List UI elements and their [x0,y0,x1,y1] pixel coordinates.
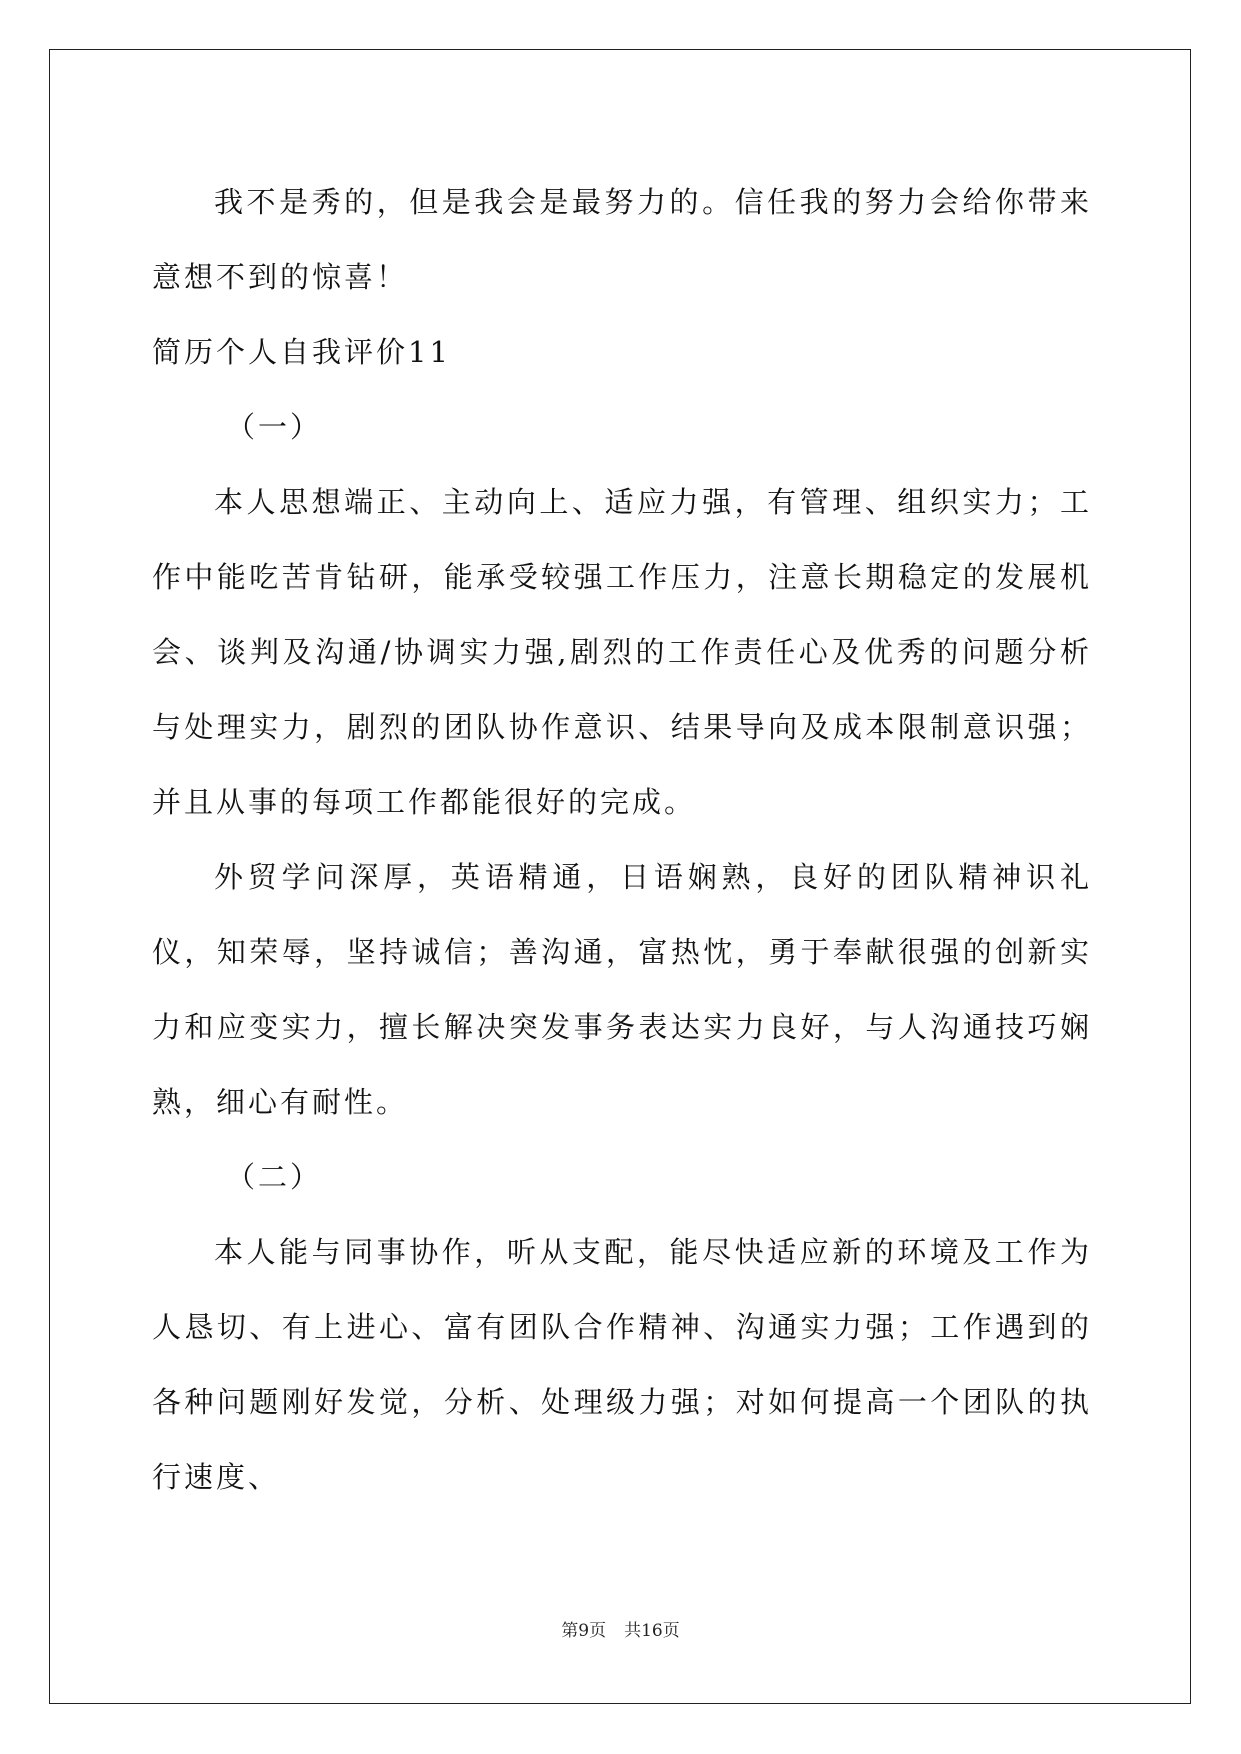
page-number: 第9页 [561,1621,607,1641]
section-heading: 简历个人自我评价11 [152,335,451,369]
document-body [152,165,1092,1515]
paragraph-self-assessment-1: 本人思想端正、主动向上、适应力强，有管理、组织实力；工作中能吃苦肯钻研，能承受较强工作压力，注意长期稳定的发展机会、谈判及沟通/协调实力强,剧烈的工作责任心及优秀的问题分析与处理实力，剧烈的团队协作意识、结果导向及成本限制意识强；并且从事的每项工作都能很好的完成。 [152,485,1092,819]
page-footer [0,1616,1241,1641]
paragraph-self-assessment-3: 本人能与同事协作，听从支配，能尽快适应新的环境及工作为人恳切、有上进心、富有团队合作精神、沟通实力强；工作遇到的各种问题刚好发觉，分析、处理级力强；对如何提高一个团队的执行速度、 [152,1235,1092,1494]
subsection-marker-one: （一） [226,410,323,444]
paragraph-self-assessment-2: 外贸学问深厚，英语精通，日语娴熟，良好的团队精神识礼仪，知荣辱，坚持诚信；善沟通，富热忱，勇于奉献很强的创新实力和应变实力，擅长解决突发事务表达实力良好，与人沟通技巧娴熟，细心有耐性。 [152,860,1092,1119]
page-total: 共16页 [624,1621,680,1641]
subsection-marker-two: （二） [226,1160,323,1194]
paragraph-closing-statement: 我不是秀的，但是我会是最努力的。信任我的努力会给你带来意想不到的惊喜！ [152,185,1092,294]
